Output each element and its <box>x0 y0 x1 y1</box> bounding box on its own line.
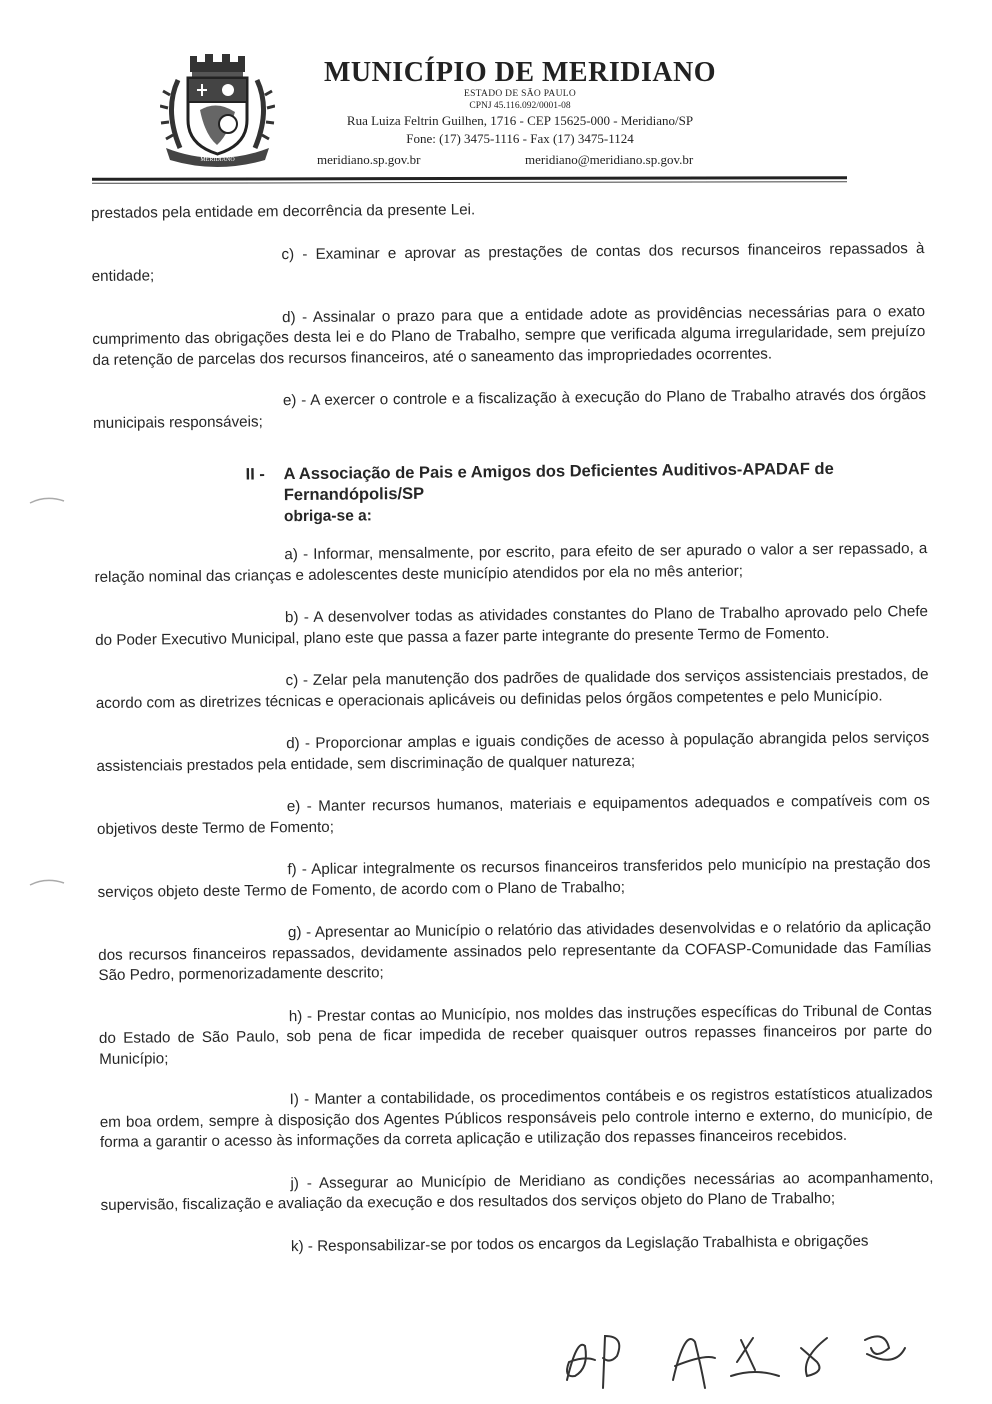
scan-mark-icon <box>28 877 66 887</box>
obligation-g: g) - Apresentar ao Município o relatório das atividades desenvolvidas e o relatório da aplicação dos recursos financeiros repassados, devidamente assinados pelo representante da COFASP-Comunidade das Famílias São Pedro, pormenorizadamente descrito; <box>98 917 932 984</box>
svg-text:MERIDIANO: MERIDIANO <box>200 157 235 163</box>
website-link[interactable]: meridiano.sp.gov.br <box>317 152 421 167</box>
clause-e-paragraph: e) - A exercer o controle e a fiscalização à execução do Plano de Trabalho através dos órgãos municipais responsáveis; <box>93 385 926 432</box>
phone-line: Fone: (17) 3475-1116 - Fax (17) 3475-1124 <box>406 131 634 146</box>
intro-paragraph: prestados pela entidade em decorrência da presente Lei. <box>91 201 476 222</box>
section-title-line-1: A Associação de Pais e Amigos dos Deficientes Auditivos-APADAF de <box>283 459 834 484</box>
header-divider-thin <box>92 181 847 184</box>
municipal-crest-icon <box>160 50 275 170</box>
clause-d-paragraph: d) - Assinalar o prazo para que a entidade adote as providências necessárias para o exato cumprimento das obrigações desta lei e do Plano de Trabalho, sempre que verificada alguma irregularidade, sem prejuízo da retenção de parcelas dos recursos financeiros, até o saneamento das impropriedades ocorrentes. <box>92 302 926 369</box>
municipality-title: MUNICÍPIO DE MERIDIANO <box>323 57 717 88</box>
obligation-b: b) - A desenvolver todas as atividades constantes do Plano de Trabalho aprovado pelo Chefe do Poder Executivo Municipal, plano este que passa a fazer parte integrante do presente Termo de Fomento. <box>95 602 929 649</box>
obligation-d: d) - Proporcionar amplas e iguais condições de acesso à população abrangida pelos serviços assistenciais prestados pela entidade, sem discriminação de qualquer natureza; <box>96 728 930 775</box>
handwritten-initials-icon <box>555 1318 935 1398</box>
obligation-a: a) - Informar, mensalmente, por escrito, para efeito de ser apurado o valor a ser repassado, a relação nominal das crianças e adolescentes deste município atendidos por ela no mês anterior; <box>94 539 928 586</box>
section-title-line-2: Fernandópolis/SP <box>283 484 425 505</box>
obligation-i: I) - Manter a contabilidade, os procedimentos contábeis e os registros estatísticos atualizados em boa ordem, sempre à disposição dos Agentes Públicos responsáveis pelo controle interno e externo, do município, de forma a garantir o acesso às informações da correta aplicação e utilização dos repasses financeiros recebidos. <box>99 1084 933 1151</box>
obligation-f: f) - Aplicar integralmente os recursos financeiros transferidos pelo município na prestação dos serviços objeto deste Termo de Fomento, de acordo com o Plano de Trabalho; <box>97 854 931 901</box>
obligation-c: c) - Zelar pela manutenção dos padrões de qualidade dos serviços assistenciais prestados, de acordo com as diretrizes técnicas e operacionais aplicáveis ou definidas pelos órgãos competentes e pelo Município. <box>95 665 929 712</box>
section-number: II - <box>245 465 265 484</box>
section-heading <box>246 458 928 528</box>
letterhead <box>300 58 740 170</box>
header-divider <box>92 176 847 181</box>
email-link[interactable]: meridiano@meridiano.sp.gov.br <box>525 152 694 167</box>
section-title-line-3: obriga-se a: <box>283 507 372 526</box>
address-line: Rua Luiza Feltrin Guilhen, 1716 - CEP 15625-000 - Meridiano/SP <box>346 113 694 128</box>
obligation-k: k) - Responsabilizar-se por todos os encargos da Legislação Trabalhista e obrigações <box>290 1232 869 1255</box>
obligation-h: h) - Prestar contas ao Município, nos moldes das instruções específicas do Tribunal de Contas do Estado de São Paulo, sob pena de ficar impedida de receber quaisquer outros repasses financeiros por parte do Município; <box>98 1001 933 1068</box>
document-body <box>91 196 934 1259</box>
obligation-j: j) - Assegurar ao Município de Meridiano as condições necessárias ao acompanhamento, supervisão, fiscalização e avaliação da execução e dos resultados dos serviços objeto do Plano de Trabalho; <box>100 1168 934 1214</box>
obligation-e: e) - Manter recursos humanos, materiais e equipamentos adequados e compatíveis com os objetivos deste Termo de Fomento; <box>96 791 930 838</box>
state-line: ESTADO DE SÃO PAULO <box>464 89 576 99</box>
clause-c-paragraph: c) - Examinar e aprovar as prestações de contas dos recursos financeiros repassados à entidade; <box>91 239 925 285</box>
cnpj-line: CPNJ 45.116.092/0001-08 <box>469 101 571 111</box>
scan-mark-icon <box>28 495 66 505</box>
